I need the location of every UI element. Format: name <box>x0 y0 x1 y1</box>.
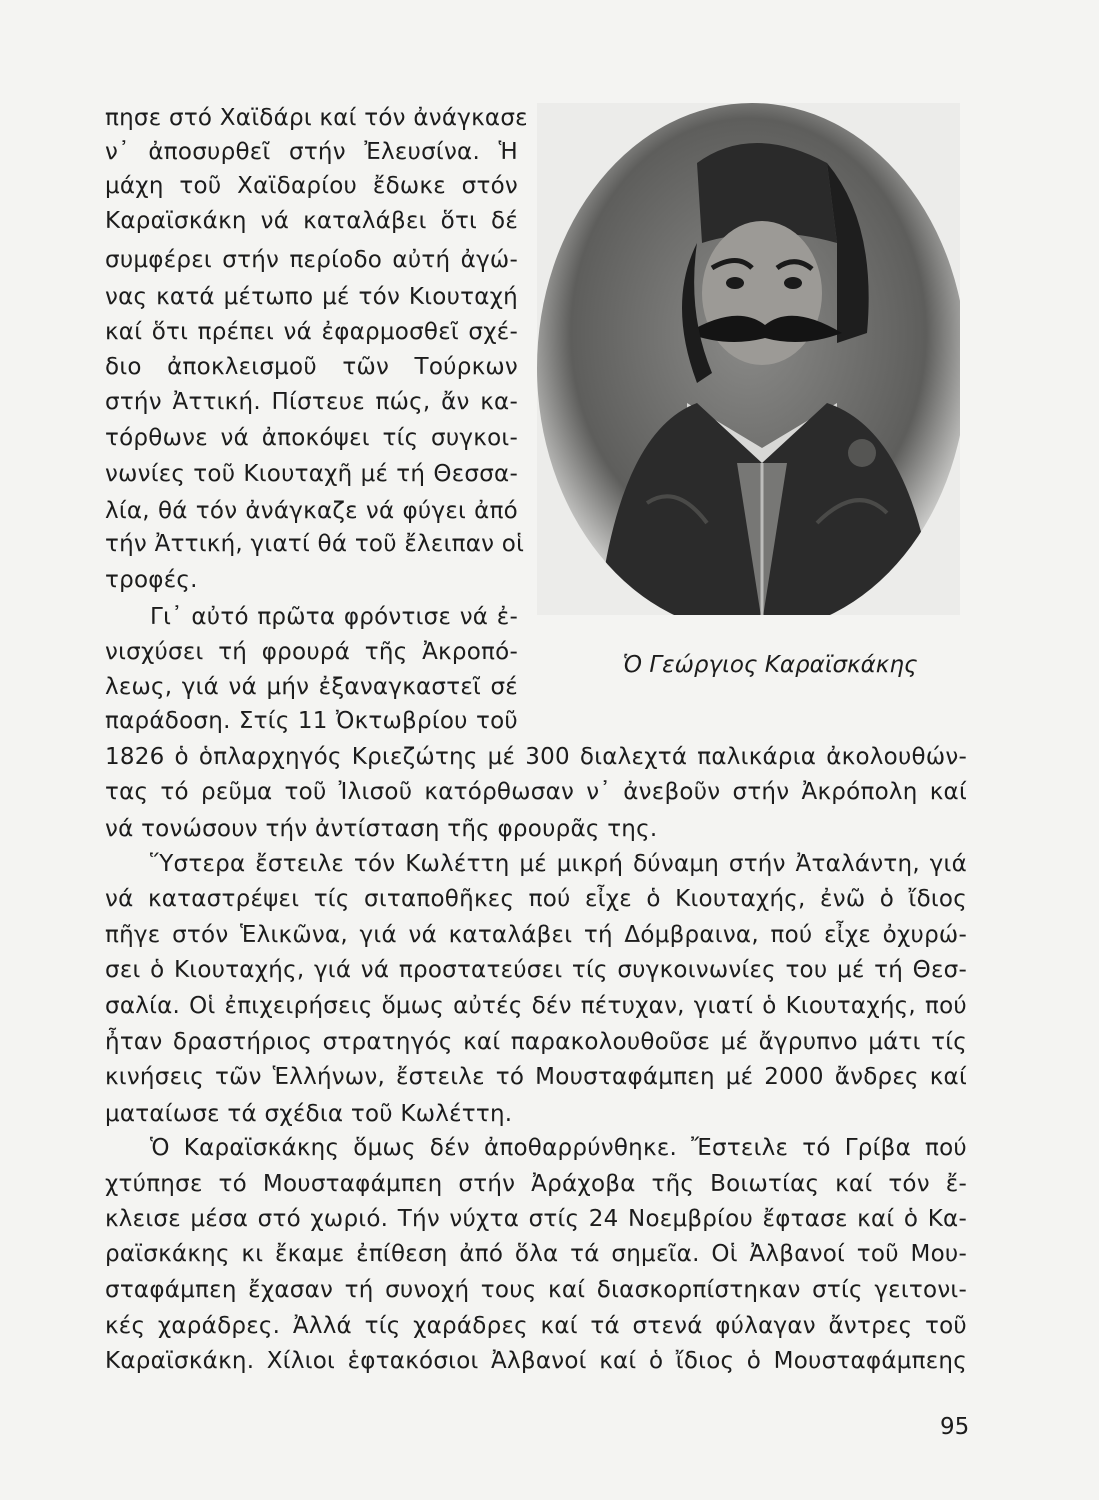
text-line: νά καταστρέψει τίς σιταποθῆκες πού εἶχε ὁ Κιουταχής, ἐνῶ ὁ ἴδιος <box>105 886 967 912</box>
text-line: τήν Ἀττική, γιατί θά τοῦ ἔλειπαν οἱ <box>105 531 525 557</box>
portrait-illustration <box>537 103 960 615</box>
text-line: τροφές. <box>105 567 198 593</box>
text-line: σταφάμπεη ἔχασαν τή συνοχή τους καί διασκορπίστηκαν στίς γειτονι- <box>105 1277 967 1303</box>
text-line: παράδοση. Στίς 11 Ὀκτωβρίου τοῦ <box>105 708 518 734</box>
text-line: 1826 ὁ ὁπλαρχηγός Κριεζώτης μέ 300 διαλεχτά παλικάρια ἀκολουθών- <box>105 744 967 770</box>
text-line: στήν Ἀττική. Πίστευε πώς, ἄν κα- <box>105 389 518 415</box>
text-line: πησε στό Χαϊδάρι καί τόν ἀνάγκασε <box>105 105 528 131</box>
text-line: ραϊσκάκης κι ἔκαμε ἐπίθεση ἀπό ὅλα τά σημεῖα. Οἱ Ἀλβανοί τοῦ Μου- <box>105 1241 967 1267</box>
text-line: Καραϊσκάκη. Χίλιοι ἑφτακόσιοι Ἀλβανοί καί ὁ ἴδιος ὁ Μουσταφάμπεης <box>105 1348 967 1374</box>
text-line: Ὕστερα ἔστειλε τόν Κωλέττη μέ μικρή δύναμη στήν Ἀταλάντη, γιά <box>150 851 967 877</box>
portrait-photo <box>537 103 960 615</box>
portrait-caption: Ὁ Γεώργιος Καραϊσκάκης <box>622 652 918 678</box>
text-line: σαλία. Οἱ ἐπιχειρήσεις ὅμως αὐτές δέν πέτυχαν, γιατί ὁ Κιουταχής, πού <box>105 993 967 1019</box>
text-line: νας κατά μέτωπο μέ τόν Κιουταχή <box>105 284 518 310</box>
text-line: ἦταν δραστήριος στρατηγός καί παρακολουθοῦσε μέ ἄγρυπνο μάτι τίς <box>105 1029 967 1055</box>
text-line: τόρθωνε νά ἀποκόψει τίς συγκοι- <box>105 425 518 451</box>
text-line: χτύπησε τό Μουσταφάμπεη στήν Ἀράχοβα τῆς Βοιωτίας καί τόν ἔ- <box>105 1171 967 1197</box>
page-number: 95 <box>940 1414 970 1440</box>
text-line: καί ὅτι πρέπει νά ἐφαρμοσθεῖ σχέ- <box>105 319 518 345</box>
text-line: συμφέρει στήν περίοδο αὐτή ἀγώ- <box>105 247 518 273</box>
text-line: νωνίες τοῦ Κιουταχῆ μέ τή Θεσσα- <box>105 461 518 487</box>
text-line: κές χαράδρες. Ἀλλά τίς χαράδρες καί τά στενά φύλαγαν ἄντρες τοῦ <box>105 1313 967 1339</box>
text-line: κλεισε μέσα στό χωριό. Τήν νύχτα στίς 24 Νοεμβρίου ἔφτασε καί ὁ Κα- <box>105 1206 967 1232</box>
text-line: ματαίωσε τά σχέδια τοῦ Κωλέττη. <box>105 1101 513 1127</box>
text-line: πῆγε στόν Ἑλικῶνα, γιά νά καταλάβει τή Δόμβραινα, πού εἶχε ὀχυρώ- <box>105 922 967 948</box>
text-line: νά τονώσουν τήν ἀντίσταση τῆς φρουρᾶς της. <box>105 816 658 842</box>
text-line: λεως, γιά νά μήν ἐξαναγκαστεῖ σέ <box>105 674 518 700</box>
text-line: λία, θά τόν ἀνάγκαζε νά φύγει ἀπό <box>105 498 518 524</box>
text-line: νισχύσει τή φρουρά τῆς Ἀκροπό- <box>105 639 518 665</box>
text-line: Καραϊσκάκη νά καταλάβει ὅτι δέ <box>105 208 518 234</box>
text-line: Γι᾿ αὐτό πρῶτα φρόντισε νά ἐ- <box>150 604 518 630</box>
text-line: κινήσεις τῶν Ἑλλήνων, ἔστειλε τό Μουσταφάμπεη μέ 2000 ἄνδρες καί <box>105 1064 967 1090</box>
text-line: σει ὁ Κιουταχής, γιά νά προστατεύσει τίς συγκοινωνίες του μέ τή Θεσ- <box>105 957 967 983</box>
text-line: διο ἀποκλεισμοῦ τῶν Τούρκων <box>105 354 518 380</box>
text-line: ν᾿ ἀποσυρθεῖ στήν Ἐλευσίνα. Ἡ <box>105 139 518 165</box>
text-line: τας τό ρεῦμα τοῦ Ἰλισοῦ κατόρθωσαν ν᾿ ἀνεβοῦν στήν Ἀκρόπολη καί <box>105 779 967 805</box>
text-line: Ὁ Καραϊσκάκης ὅμως δέν ἀποθαρρύνθηκε. Ἔστειλε τό Γρίβα πού <box>150 1135 967 1161</box>
text-line: μάχη τοῦ Χαϊδαρίου ἔδωκε στόν <box>105 173 518 199</box>
